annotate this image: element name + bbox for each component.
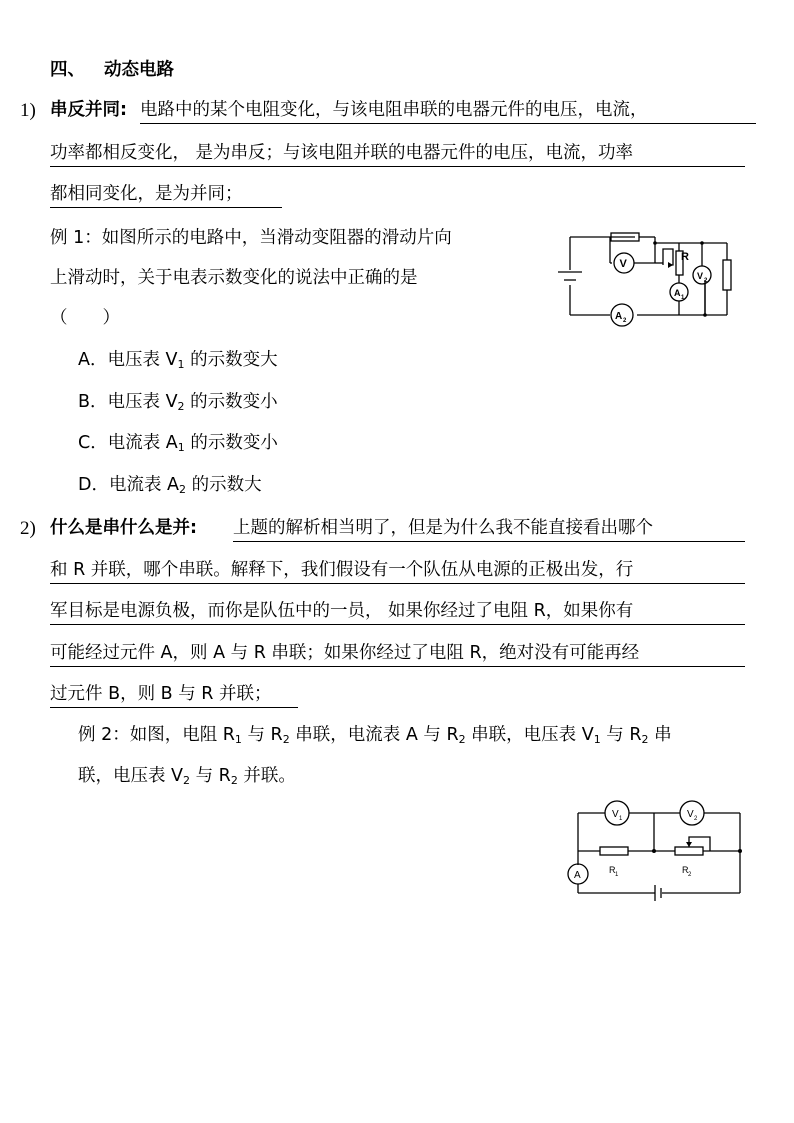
item1-line-2: 功率都相反变化， 是为串反；与该电阻并联的电器元件的电压，电流，功率 bbox=[50, 143, 745, 167]
circuit-diagram-2 bbox=[560, 795, 750, 913]
item2-line-2: 和 R 并联，哪个串联。解释下，我们假设有一个队伍从电源的正极出发，行 bbox=[50, 560, 745, 584]
option-b: B．电压表 $V_2$ 的示数变小 bbox=[78, 392, 278, 413]
item1-heading: 串反并同: bbox=[50, 100, 127, 120]
option-a: A．电压表 $V_1$ 的示数变大 bbox=[78, 350, 278, 371]
ammeter-a1-label: A bbox=[674, 288, 681, 298]
resistor-r-label: R bbox=[681, 251, 689, 263]
item2-number: 2) bbox=[20, 518, 36, 539]
resistor-r1-label: R bbox=[609, 865, 616, 875]
resistor-r2-label: R bbox=[682, 865, 689, 875]
section-number: 四、 bbox=[50, 60, 85, 80]
item2-line-3: 军目标是电源负极，而你是队伍中的一员， 如果你经过了电阻 R，如果你有 bbox=[50, 601, 745, 625]
resistor-r2-sub: 2 bbox=[688, 872, 692, 878]
item2-line-4: 可能经过元件 A，则 A 与 R 串联；如果你经过了电阻 R，绝对没有可能再经 bbox=[50, 643, 745, 667]
voltmeter-v1-label: V bbox=[612, 809, 619, 820]
voltmeter-v-label: V bbox=[619, 258, 627, 270]
example1-line-1: 例 1：如图所示的电路中，当滑动变阻器的滑动片向 bbox=[50, 228, 452, 248]
ammeter-a2-sub: 2 bbox=[623, 318, 627, 324]
example1-line-2: 上滑动时，关于电表示数变化的说法中正确的是 bbox=[50, 268, 418, 288]
voltmeter-v2-sub: 2 bbox=[694, 816, 698, 822]
option-d: D．电流表 $A_2$ 的示数大 bbox=[78, 475, 262, 496]
voltmeter-v2-sub: 2 bbox=[704, 278, 708, 284]
resistor-r1-sub: 1 bbox=[615, 872, 619, 878]
item1-line-1: 电路中的某个电阻变化，与该电阻串联的电器元件的电压，电流， bbox=[140, 100, 756, 124]
voltmeter-v1-sub: 1 bbox=[619, 816, 623, 822]
item1-line-3: 都相同变化，是为并同； bbox=[50, 184, 282, 208]
option-c: C．电流表 $A_1$ 的示数变小 bbox=[78, 433, 278, 454]
voltmeter-v2-label: V bbox=[687, 809, 694, 820]
ammeter-a2-label: A bbox=[615, 311, 623, 322]
example1-line-3: （ ） bbox=[50, 308, 120, 328]
example2-line-2: 联，电压表 $V_2$ 与 $R_2$ 并联。 bbox=[78, 766, 296, 787]
item2-line-5: 过元件 B，则 B 与 R 并联； bbox=[50, 684, 298, 708]
voltmeter-v2-label: V bbox=[697, 271, 704, 281]
ammeter-a-label: A bbox=[574, 870, 581, 881]
section-title: 动态电路 bbox=[104, 60, 174, 80]
circuit-diagram-1 bbox=[555, 225, 745, 335]
item2-heading: 什么是串什么是并: bbox=[50, 518, 197, 538]
ammeter-a1-sub: 1 bbox=[681, 295, 685, 301]
example2-line-1: 例 2：如图，电阻 $R_1$ 与 $R_2$ 串联，电流表 A 与 $R_2$ 串联，电压表 $V_1$ 与 $R_2$ 串 bbox=[78, 725, 672, 746]
item1-number: 1) bbox=[20, 100, 36, 121]
item2-line-1: 上题的解析相当明了，但是为什么我不能直接看出哪个 bbox=[233, 518, 745, 542]
